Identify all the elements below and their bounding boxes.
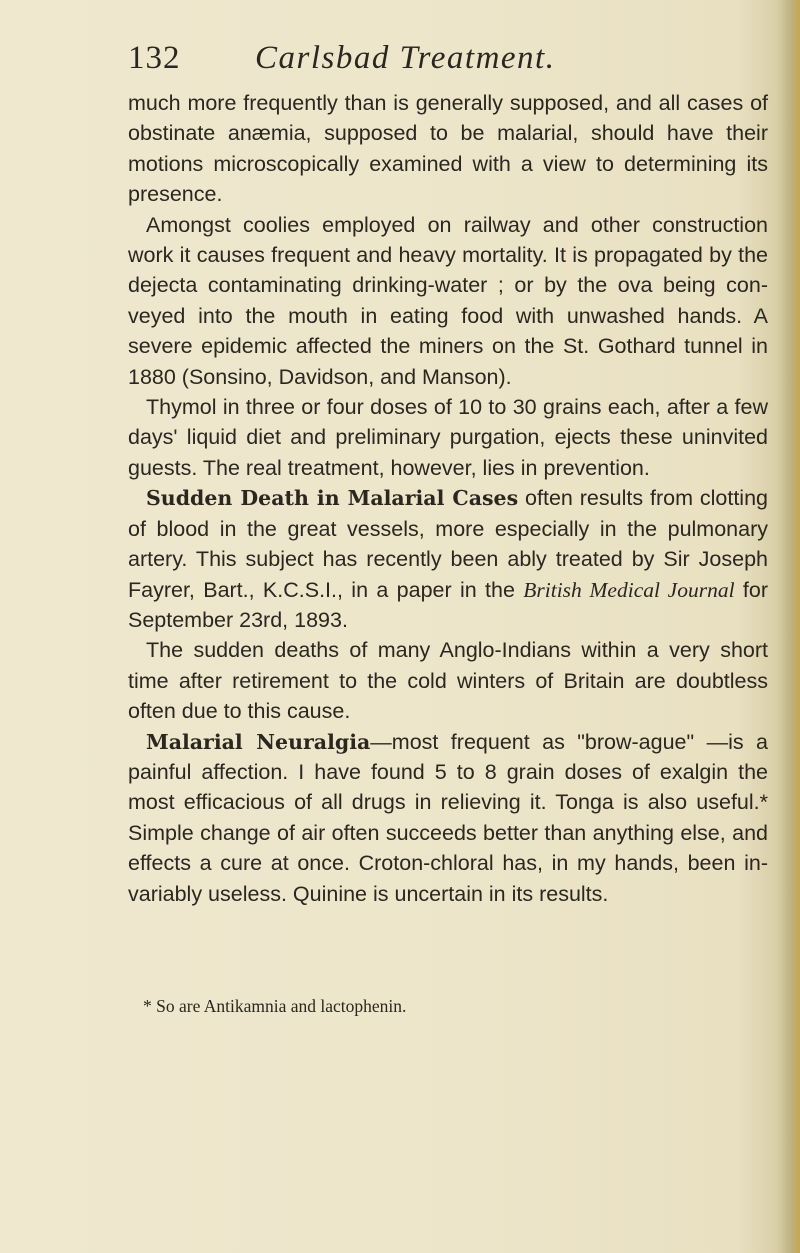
sudden-death-text-a: often results from clotting of blood in the great vessels, more especially in the pulmonary artery. This subject has recently been ably treated by Sir Joseph Fayrer, Bart., K.C.S.I., in a paper in the: [128, 486, 768, 602]
footnote: * So are Antikamnia and lactophenin.: [143, 996, 407, 1016]
paragraph-sudden-death: [128, 483, 768, 635]
body-text: [128, 88, 768, 909]
page-edge-shadow: [778, 0, 800, 1253]
journal-title: British Medical Journal: [523, 577, 735, 602]
page-number: 132: [128, 40, 181, 76]
paragraph-continuation: much more frequently than is generally supposed, and all cases of obstinate anæmia, supposed to be malarial, should have their motions microscopically examined with a view to determining its presence.: [128, 91, 768, 207]
neuralgia-text: —most frequent as "brow-ague" —is a painful affection. I have found 5 to 8 grain doses of exalgin the most efficacious of all drugs in relieving it. Tonga is also useful.* Simple change of air often succeeds better than anything else, and effects a cure at once. Croton-chloral has, in my hands, been invariably useless. Quinine is uncertain in its results.: [128, 729, 768, 906]
paragraph-anglo-indians: The sudden deaths of many Anglo-Indians within a very short time after retirement to the cold winters of Britain are doubtless often due to this cause.: [128, 638, 768, 724]
running-title: Carlsbad Treatment.: [255, 40, 556, 76]
page-header: [128, 40, 768, 90]
paragraph-coolies: Amongst coolies employed on railway and other construction work it causes frequent and heavy mortality. It is propagated by the dejecta contaminating drinking-water ; or by the ova being conveyed into the mouth in eating food with unwashed hands. A severe epidemic affected the miners on the St. Gothard tunnel in 1880 (Sonsino, Davidson, and Manson).: [128, 212, 768, 389]
paragraph-neuralgia: [128, 727, 768, 909]
section-heading-neuralgia: Malarial Neuralgia: [146, 729, 371, 754]
section-heading-sudden-death: Sudden Death in Malarial Cases: [146, 486, 519, 511]
paragraph-thymol: Thymol in three or four doses of 10 to 30 grains each, after a few days' liquid diet and preliminary purgation, ejects these uninvited guests. The real treatment, however, lies in prevention.: [128, 395, 768, 480]
sudden-death-text-b: for September 23rd, 1893.: [128, 577, 768, 632]
